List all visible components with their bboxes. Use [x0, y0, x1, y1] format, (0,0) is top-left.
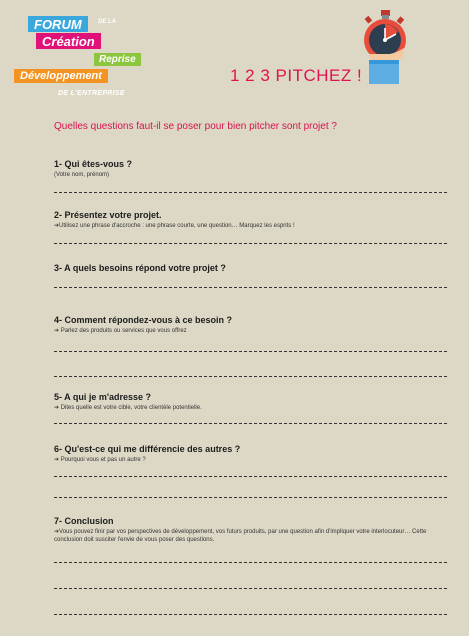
- section-hint: ➔ Dites quelle est votre cible, votre clientèle potentielle.: [54, 405, 202, 411]
- answer-line[interactable]: [54, 287, 447, 288]
- answer-line[interactable]: [54, 476, 447, 477]
- section-4: [54, 315, 449, 335]
- section-heading: 5- A qui je m'adresse ?: [54, 392, 152, 402]
- section-heading: 4- Comment répondez-vous à ce besoin ?: [54, 315, 233, 325]
- forum-logo: [14, 16, 154, 100]
- answer-line[interactable]: [54, 588, 447, 589]
- main-question: Quelles questions faut-il se poser pour bien pitcher sont projet ?: [54, 121, 337, 132]
- answer-line[interactable]: [54, 376, 447, 377]
- section-heading: 3- A quels besoins répond votre projet ?: [54, 263, 226, 273]
- section-heading: 2- Présentez votre projet.: [54, 210, 162, 220]
- section-heading: 7- Conclusion: [54, 516, 114, 526]
- section-hint: ➔ Parlez des produits ou services que vous offrez: [54, 328, 187, 334]
- logo-creation: Création: [36, 33, 101, 49]
- section-heading: 6- Qu'est-ce qui me différencie des autres ?: [54, 444, 241, 454]
- section-hint: ➔ Pourquoi vous et pas un autre ?: [54, 457, 146, 463]
- answer-line[interactable]: [54, 423, 447, 424]
- section-7: [54, 516, 449, 544]
- section-hint: ➔Utilisez une phrase d'accroche : une phrase courte, une question… Marquez les esprits !: [54, 223, 295, 229]
- section-5: [54, 392, 449, 412]
- section-6: [54, 444, 449, 464]
- stopwatch-in-hand-icon: [360, 8, 410, 86]
- answer-line[interactable]: [54, 562, 447, 563]
- logo-de-la: DE LA: [98, 19, 116, 25]
- answer-line[interactable]: [54, 497, 447, 498]
- answer-line[interactable]: [54, 614, 447, 615]
- section-1: [54, 159, 449, 179]
- section-heading: 1- Qui êtes-vous ?: [54, 159, 133, 169]
- logo-developpement: Développement: [14, 69, 108, 83]
- answer-line[interactable]: [54, 243, 447, 244]
- answer-line[interactable]: [54, 351, 447, 352]
- section-3: [54, 263, 449, 273]
- logo-forum: FORUM: [28, 16, 88, 32]
- section-hint: ➔Vous pouvez finir par vos perspectives de développement, vos futurs produits, par une question afin d'impliquer votre interlocuteur… Cette conclusion doit susciter l'envie de vous poser des questions.: [54, 529, 427, 544]
- logo-reprise: Reprise: [94, 53, 141, 66]
- section-hint: (Votre nom, prénom): [54, 172, 110, 178]
- section-2: [54, 210, 449, 230]
- answer-line[interactable]: [54, 192, 447, 193]
- logo-entreprise: DE L'ENTREPRISE: [58, 90, 125, 97]
- page-title: 1 2 3 PITCHEZ !: [230, 66, 363, 85]
